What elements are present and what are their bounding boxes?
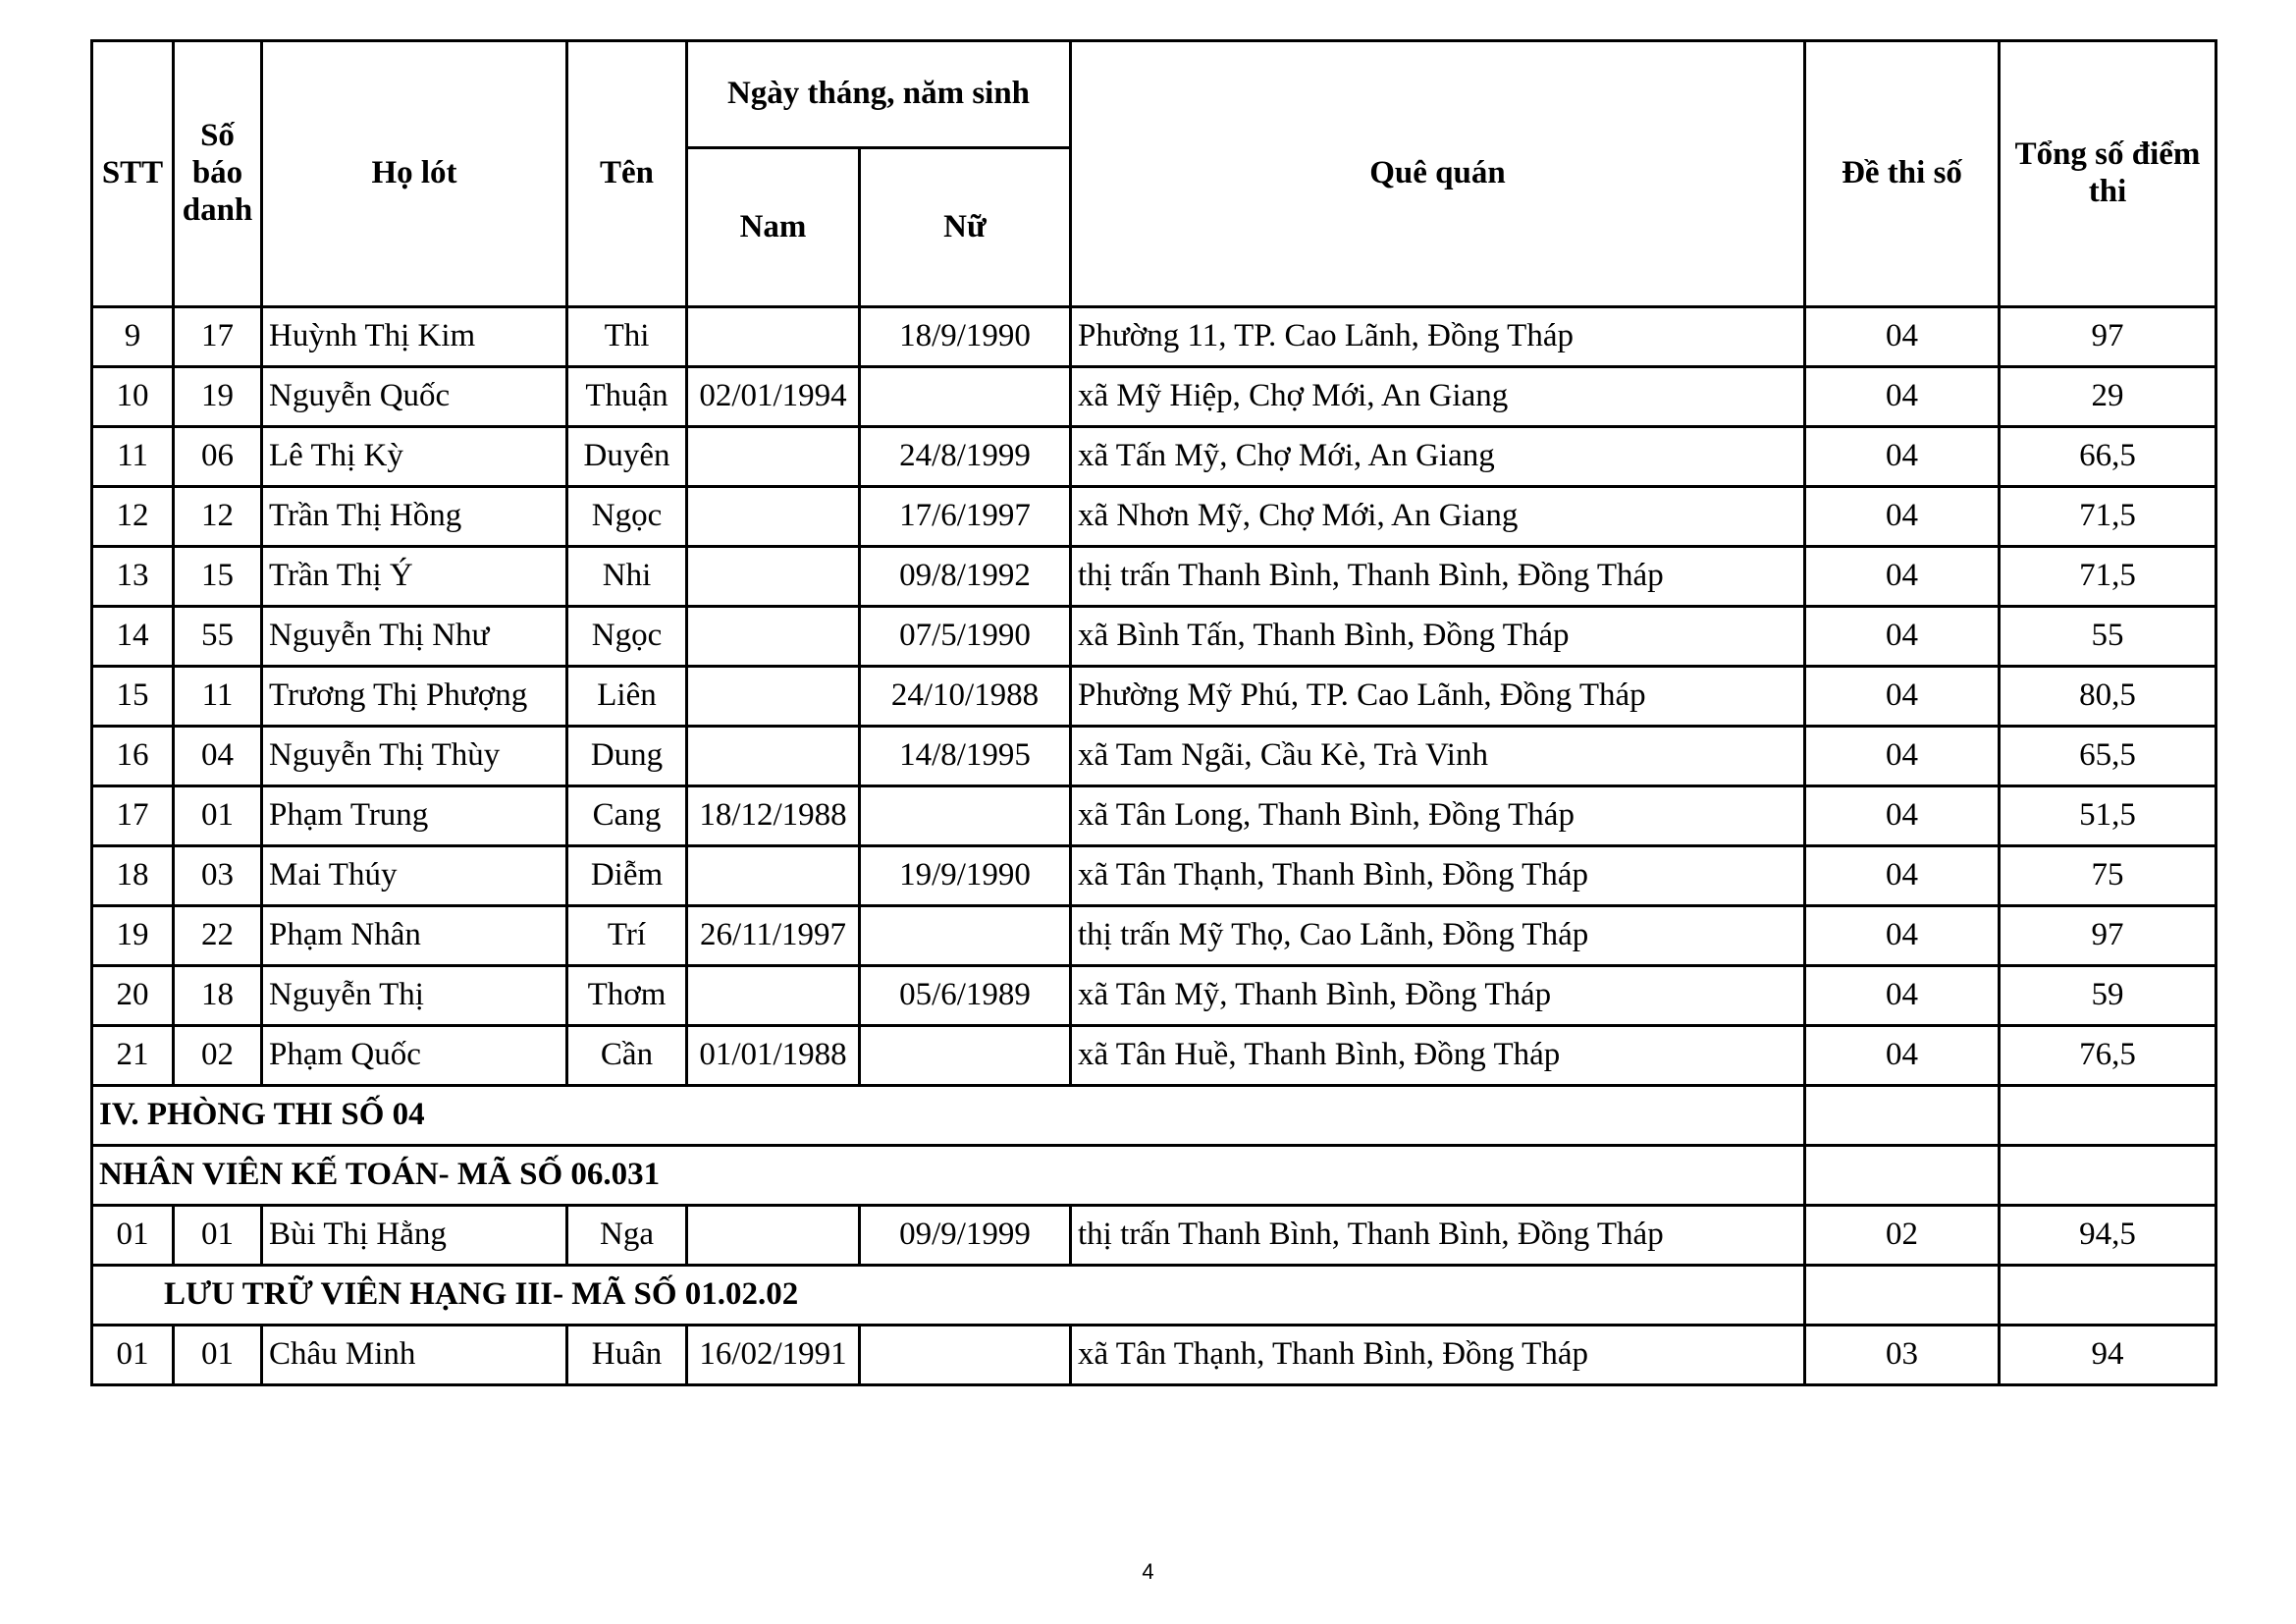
cell-ten: Huân — [567, 1326, 687, 1385]
cell-ten: Nga — [567, 1206, 687, 1266]
cell-stt: 16 — [92, 727, 174, 786]
table-row — [92, 786, 2216, 846]
cell-stt: 17 — [92, 786, 174, 846]
cell-ten: Trí — [567, 906, 687, 966]
cell-nu: 18/9/1990 — [860, 307, 1071, 367]
cell-nu: 17/6/1997 — [860, 487, 1071, 547]
table-body — [92, 307, 2216, 1086]
cell-tong-diem: 66,5 — [2000, 427, 2216, 487]
section-row-ke-toan — [92, 1146, 2216, 1206]
cell-so-bao-danh: 19 — [174, 367, 262, 427]
cell-tong-diem: 94 — [2000, 1326, 2216, 1385]
cell-nu: 24/10/1988 — [860, 667, 1071, 727]
header-nu: Nữ — [860, 148, 1071, 307]
cell-nam — [687, 307, 860, 367]
cell-nu — [860, 367, 1071, 427]
cell-que-quan: xã Tân Mỹ, Thanh Bình, Đồng Tháp — [1071, 966, 1805, 1026]
cell-nu: 24/8/1999 — [860, 427, 1071, 487]
cell-de-thi: 04 — [1805, 367, 2000, 427]
cell-nu: 14/8/1995 — [860, 727, 1071, 786]
section-title-room: IV. PHÒNG THI SỐ 04 — [92, 1086, 1805, 1146]
empty-cell — [2000, 1266, 2216, 1326]
cell-tong-diem: 55 — [2000, 607, 2216, 667]
cell-que-quan: xã Tân Thạnh, Thanh Bình, Đồng Tháp — [1071, 846, 1805, 906]
cell-so-bao-danh: 22 — [174, 906, 262, 966]
cell-ho-lot: Phạm Trung — [262, 786, 567, 846]
cell-que-quan: xã Tân Huề, Thanh Bình, Đồng Tháp — [1071, 1026, 1805, 1086]
cell-nam — [687, 427, 860, 487]
cell-ten: Nhi — [567, 547, 687, 607]
cell-que-quan: Phường Mỹ Phú, TP. Cao Lãnh, Đồng Tháp — [1071, 667, 1805, 727]
cell-stt: 18 — [92, 846, 174, 906]
cell-so-bao-danh: 06 — [174, 427, 262, 487]
cell-de-thi: 04 — [1805, 307, 2000, 367]
cell-ho-lot: Nguyễn Quốc — [262, 367, 567, 427]
cell-tong-diem: 29 — [2000, 367, 2216, 427]
empty-cell — [2000, 1086, 2216, 1146]
cell-tong-diem: 97 — [2000, 307, 2216, 367]
cell-que-quan: xã Mỹ Hiệp, Chợ Mới, An Giang — [1071, 367, 1805, 427]
cell-ho-lot: Phạm Quốc — [262, 1026, 567, 1086]
cell-de-thi: 04 — [1805, 966, 2000, 1026]
cell-so-bao-danh: 15 — [174, 547, 262, 607]
cell-nu: 05/6/1989 — [860, 966, 1071, 1026]
cell-tong-diem: 80,5 — [2000, 667, 2216, 727]
cell-ten: Ngọc — [567, 607, 687, 667]
table-row — [92, 487, 2216, 547]
cell-nam — [687, 667, 860, 727]
cell-stt: 21 — [92, 1026, 174, 1086]
cell-nu — [860, 1326, 1071, 1385]
cell-tong-diem: 71,5 — [2000, 547, 2216, 607]
cell-stt: 13 — [92, 547, 174, 607]
cell-de-thi: 04 — [1805, 727, 2000, 786]
cell-de-thi: 04 — [1805, 1026, 2000, 1086]
table-row — [92, 367, 2216, 427]
table-row — [92, 667, 2216, 727]
cell-que-quan: thị trấn Mỹ Thọ, Cao Lãnh, Đồng Tháp — [1071, 906, 1805, 966]
cell-ten: Ngọc — [567, 487, 687, 547]
cell-nam — [687, 547, 860, 607]
cell-ho-lot: Phạm Nhân — [262, 906, 567, 966]
section-title-luu-tru: LƯU TRỮ VIÊN HẠNG III- MÃ SỐ 01.02.02 — [92, 1266, 1805, 1326]
header-de-thi: Đề thi số — [1805, 41, 2000, 307]
cell-nam — [687, 1206, 860, 1266]
cell-ho-lot: Mai Thúy — [262, 846, 567, 906]
cell-so-bao-danh: 12 — [174, 487, 262, 547]
cell-nu: 07/5/1990 — [860, 607, 1071, 667]
section-title-ke-toan: NHÂN VIÊN KẾ TOÁN- MÃ SỐ 06.031 — [92, 1146, 1805, 1206]
cell-ten: Diễm — [567, 846, 687, 906]
cell-nam: 01/01/1988 — [687, 1026, 860, 1086]
cell-tong-diem: 65,5 — [2000, 727, 2216, 786]
cell-nu — [860, 1026, 1071, 1086]
cell-ho-lot: Bùi Thị Hằng — [262, 1206, 567, 1266]
cell-stt: 11 — [92, 427, 174, 487]
cell-so-bao-danh: 18 — [174, 966, 262, 1026]
cell-stt: 12 — [92, 487, 174, 547]
cell-nam: 02/01/1994 — [687, 367, 860, 427]
cell-ho-lot: Nguyễn Thị — [262, 966, 567, 1026]
cell-so-bao-danh: 04 — [174, 727, 262, 786]
cell-de-thi: 04 — [1805, 667, 2000, 727]
cell-ho-lot: Nguyễn Thị Thùy — [262, 727, 567, 786]
table-row — [92, 727, 2216, 786]
cell-que-quan: xã Tấn Mỹ, Chợ Mới, An Giang — [1071, 427, 1805, 487]
header-stt: STT — [92, 41, 174, 307]
table-row — [92, 427, 2216, 487]
table-row — [92, 966, 2216, 1026]
cell-nu — [860, 906, 1071, 966]
cell-que-quan: Phường 11, TP. Cao Lãnh, Đồng Tháp — [1071, 307, 1805, 367]
cell-tong-diem: 51,5 — [2000, 786, 2216, 846]
cell-ho-lot: Trần Thị Hồng — [262, 487, 567, 547]
cell-de-thi: 03 — [1805, 1326, 2000, 1385]
cell-nu: 09/9/1999 — [860, 1206, 1071, 1266]
table-row — [92, 607, 2216, 667]
header-que-quan: Quê quán — [1071, 41, 1805, 307]
cell-nam: 16/02/1991 — [687, 1326, 860, 1385]
header-tong-diem: Tổng số điểm thi — [2000, 41, 2216, 307]
cell-que-quan: thị trấn Thanh Bình, Thanh Bình, Đồng Tháp — [1071, 1206, 1805, 1266]
cell-ho-lot: Trần Thị Ý — [262, 547, 567, 607]
cell-de-thi: 04 — [1805, 786, 2000, 846]
cell-tong-diem: 97 — [2000, 906, 2216, 966]
table-row — [92, 846, 2216, 906]
cell-de-thi: 02 — [1805, 1206, 2000, 1266]
cell-tong-diem: 76,5 — [2000, 1026, 2216, 1086]
cell-de-thi: 04 — [1805, 906, 2000, 966]
table-row — [92, 906, 2216, 966]
cell-so-bao-danh: 11 — [174, 667, 262, 727]
empty-cell — [1805, 1086, 2000, 1146]
cell-so-bao-danh: 01 — [174, 786, 262, 846]
cell-ten: Dung — [567, 727, 687, 786]
section-row-room — [92, 1086, 2216, 1146]
table-header-row — [92, 41, 2216, 148]
cell-nu — [860, 786, 1071, 846]
cell-ten: Thi — [567, 307, 687, 367]
table-row — [92, 547, 2216, 607]
cell-que-quan: xã Tân Long, Thanh Bình, Đồng Tháp — [1071, 786, 1805, 846]
header-nam: Nam — [687, 148, 860, 307]
cell-nam — [687, 487, 860, 547]
header-ten: Tên — [567, 41, 687, 307]
cell-nu: 19/9/1990 — [860, 846, 1071, 906]
cell-so-bao-danh: 02 — [174, 1026, 262, 1086]
cell-so-bao-danh: 01 — [174, 1206, 262, 1266]
header-ngay-sinh: Ngày tháng, năm sinh — [687, 41, 1071, 148]
table-row — [92, 1206, 2216, 1266]
cell-de-thi: 04 — [1805, 487, 2000, 547]
empty-cell — [1805, 1146, 2000, 1206]
cell-que-quan: xã Bình Tấn, Thanh Bình, Đồng Tháp — [1071, 607, 1805, 667]
cell-ten: Cần — [567, 1026, 687, 1086]
empty-cell — [2000, 1146, 2216, 1206]
cell-tong-diem: 94,5 — [2000, 1206, 2216, 1266]
cell-de-thi: 04 — [1805, 607, 2000, 667]
cell-ten: Duyên — [567, 427, 687, 487]
table-row — [92, 1026, 2216, 1086]
cell-ho-lot: Châu Minh — [262, 1326, 567, 1385]
cell-nam — [687, 727, 860, 786]
section-row-luu-tru — [92, 1266, 2216, 1326]
cell-stt: 01 — [92, 1326, 174, 1385]
cell-ho-lot: Nguyễn Thị Như — [262, 607, 567, 667]
cell-nam — [687, 607, 860, 667]
table-row — [92, 1326, 2216, 1385]
cell-so-bao-danh: 17 — [174, 307, 262, 367]
header-so-bao-danh: Số báo danh — [174, 41, 262, 307]
page-number: 4 — [1142, 1559, 1154, 1584]
cell-stt: 20 — [92, 966, 174, 1026]
results-table — [90, 39, 2217, 1386]
empty-cell — [1805, 1266, 2000, 1326]
cell-de-thi: 04 — [1805, 547, 2000, 607]
cell-nam: 18/12/1988 — [687, 786, 860, 846]
cell-de-thi: 04 — [1805, 427, 2000, 487]
cell-nu: 09/8/1992 — [860, 547, 1071, 607]
cell-stt: 9 — [92, 307, 174, 367]
cell-que-quan: xã Tân Thạnh, Thanh Bình, Đồng Tháp — [1071, 1326, 1805, 1385]
cell-stt: 19 — [92, 906, 174, 966]
cell-stt: 10 — [92, 367, 174, 427]
cell-nam: 26/11/1997 — [687, 906, 860, 966]
cell-stt: 15 — [92, 667, 174, 727]
cell-so-bao-danh: 01 — [174, 1326, 262, 1385]
cell-ten: Cang — [567, 786, 687, 846]
cell-ho-lot: Huỳnh Thị Kim — [262, 307, 567, 367]
cell-tong-diem: 59 — [2000, 966, 2216, 1026]
cell-nam — [687, 846, 860, 906]
cell-ho-lot: Trương Thị Phượng — [262, 667, 567, 727]
cell-que-quan: xã Tam Ngãi, Cầu Kè, Trà Vinh — [1071, 727, 1805, 786]
header-ho-lot: Họ lót — [262, 41, 567, 307]
cell-que-quan: xã Nhơn Mỹ, Chợ Mới, An Giang — [1071, 487, 1805, 547]
cell-ho-lot: Lê Thị Kỳ — [262, 427, 567, 487]
cell-so-bao-danh: 55 — [174, 607, 262, 667]
cell-de-thi: 04 — [1805, 846, 2000, 906]
cell-tong-diem: 75 — [2000, 846, 2216, 906]
cell-stt: 01 — [92, 1206, 174, 1266]
cell-tong-diem: 71,5 — [2000, 487, 2216, 547]
table-row — [92, 307, 2216, 367]
cell-nam — [687, 966, 860, 1026]
cell-so-bao-danh: 03 — [174, 846, 262, 906]
cell-que-quan: thị trấn Thanh Bình, Thanh Bình, Đồng Tháp — [1071, 547, 1805, 607]
cell-stt: 14 — [92, 607, 174, 667]
cell-ten: Thơm — [567, 966, 687, 1026]
cell-ten: Thuận — [567, 367, 687, 427]
cell-ten: Liên — [567, 667, 687, 727]
